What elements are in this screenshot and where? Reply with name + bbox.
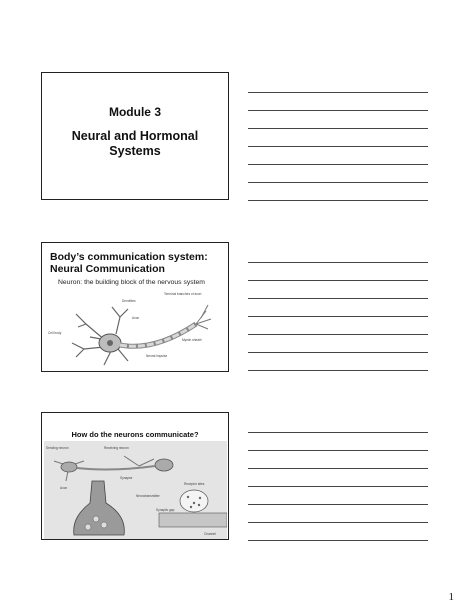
neuron-diagram bbox=[46, 289, 224, 369]
note-line bbox=[248, 450, 428, 451]
label-myelin-sheath: Myelin sheath bbox=[182, 338, 202, 342]
note-line bbox=[248, 262, 428, 263]
slide-2-caption: Neuron: the building block of the nervous system bbox=[58, 279, 205, 286]
label-receiving-neuron: Receiving neuron bbox=[104, 446, 129, 450]
note-line bbox=[248, 370, 428, 371]
label-synapse: Synapse bbox=[120, 476, 133, 480]
slide-1-subtitle-line2: Systems bbox=[109, 144, 161, 158]
synapse-diagram bbox=[44, 441, 227, 539]
note-line bbox=[248, 110, 428, 111]
slide-2-title bbox=[50, 251, 224, 275]
slide-2-title-line2: Neural Communication bbox=[50, 263, 165, 275]
note-line bbox=[248, 334, 428, 335]
label-sending-neuron: Sending neuron bbox=[46, 446, 69, 450]
slide-3 bbox=[41, 412, 229, 540]
slide-2 bbox=[41, 242, 229, 372]
note-line bbox=[248, 92, 428, 93]
label-dendrites: Dendrites bbox=[122, 299, 136, 303]
slide-1-title: Module 3 bbox=[108, 105, 161, 119]
note-line bbox=[248, 486, 428, 487]
page-number: 1 bbox=[448, 591, 454, 603]
note-line bbox=[248, 128, 428, 129]
label-neurotransmitter: Neurotransmitter bbox=[136, 494, 160, 498]
note-line bbox=[248, 522, 428, 523]
note-line bbox=[248, 504, 428, 505]
note-line bbox=[248, 298, 428, 299]
note-line bbox=[248, 352, 428, 353]
label-axon-s3: Axon bbox=[60, 486, 68, 490]
note-line bbox=[248, 432, 428, 433]
slide-1-subtitle bbox=[42, 129, 228, 159]
slide-1 bbox=[41, 72, 229, 200]
label-axon: Axon bbox=[132, 316, 140, 320]
note-line bbox=[248, 200, 428, 201]
label-cell-body: Cell body bbox=[48, 331, 62, 335]
label-neural-impulse: Neural impulse bbox=[146, 354, 168, 358]
note-line bbox=[248, 164, 428, 165]
slide-3-title: How do the neurons communicate? bbox=[71, 430, 199, 439]
label-receptor-sites: Receptor sites bbox=[184, 482, 205, 486]
note-line bbox=[248, 316, 428, 317]
note-line bbox=[248, 182, 428, 183]
note-line bbox=[248, 146, 428, 147]
slide-1-subtitle-line1: Neural and Hormonal bbox=[71, 129, 199, 143]
label-terminal-branches: Terminal branches of axon bbox=[164, 292, 202, 296]
note-line bbox=[248, 468, 428, 469]
label-channel: Channel bbox=[204, 532, 216, 536]
note-line bbox=[248, 540, 428, 541]
label-synaptic-gap: Synaptic gap bbox=[156, 508, 175, 512]
note-line bbox=[248, 280, 428, 281]
slide-2-title-line1: Body’s communication system: bbox=[50, 251, 208, 263]
